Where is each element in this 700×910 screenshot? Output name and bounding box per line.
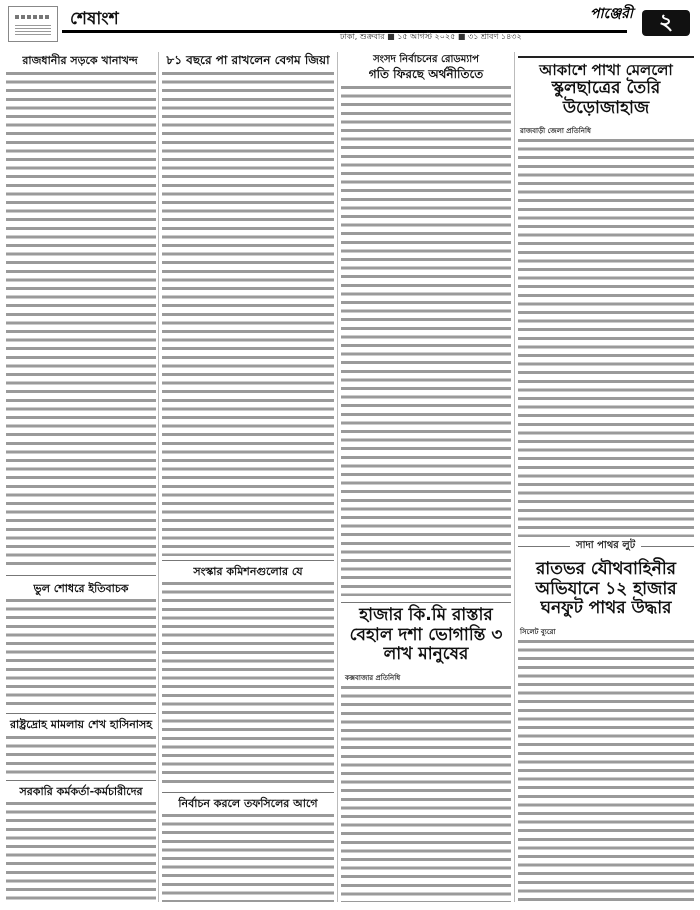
page-header — [0, 0, 700, 44]
divider — [341, 602, 511, 603]
article-byline: সিলেট ব্যুরো — [520, 628, 556, 636]
article-subheadline: গতি ফিরছে অর্থনীতিতে — [368, 67, 484, 81]
column-divider — [158, 52, 159, 902]
article-body — [6, 734, 156, 778]
headline-line: হাজার কি.মি রাস্তার — [359, 605, 493, 625]
article-headline: নির্বাচন করলে তফসিলের আগে — [178, 797, 318, 810]
divider — [162, 792, 334, 793]
article-headline: সংসদ নির্বাচনের রোডম্যাপ — [373, 54, 479, 65]
newspaper-logo: পাঞ্জেরী — [590, 6, 633, 22]
page-number: ২ — [642, 10, 690, 36]
article-byline: রাজবাড়ী জেলা প্রতিনিধি — [520, 127, 591, 135]
newspaper-icon — [8, 6, 58, 42]
article-body — [162, 70, 334, 556]
headline-line: বেহাল দশা ভোগান্তি ৩ — [349, 624, 503, 645]
article-body — [6, 800, 156, 902]
article-headline — [341, 606, 511, 665]
headline-line: রাতভর যৌথবাহিনীর — [535, 559, 677, 579]
article-body — [6, 597, 156, 709]
article-kicker: সাদা পাথর লুট — [570, 538, 641, 555]
article-body — [162, 812, 334, 902]
headline-line: উড়োজাহাজ — [562, 97, 650, 118]
article-headline: ৮১ বছরে পা রাখলেন বেগম জিয়া — [166, 53, 330, 67]
headline-line: লাখ মানুষের — [383, 644, 469, 665]
article-body — [518, 638, 694, 902]
article-byline: কক্সবাজার প্রতিনিধি — [345, 674, 401, 682]
article-headline: ভুল শোধরে ইতিবাচক — [33, 582, 129, 595]
article-body — [341, 684, 511, 902]
section-title: শেষাংশ — [70, 9, 119, 29]
article-body — [6, 70, 156, 570]
article-headline — [518, 62, 694, 118]
headline-line: ঘনফুট পাথর উদ্ধার — [540, 598, 672, 619]
divider — [6, 713, 156, 714]
divider — [6, 780, 156, 781]
article-headline — [518, 560, 694, 619]
column-divider — [337, 52, 338, 902]
article-body — [518, 137, 694, 537]
dateline: ঢাকা, শুক্রবার ■ ১৫ আগস্ট ২০২৫ ■ ৩১ শ্রাবণ ১৪৩২ — [340, 32, 522, 41]
headline-line: অভিযানে ১২ হাজার — [535, 578, 677, 599]
article-headline: রাষ্ট্রদ্রোহ মামলায় শেখ হাসিনাসহ — [9, 718, 153, 731]
divider — [6, 575, 156, 576]
headline-line: আকাশে পাখা মেললো — [539, 61, 673, 79]
divider — [518, 56, 694, 58]
article-body — [341, 84, 511, 596]
article-headline: সংস্কার কমিশনগুলোর যে — [193, 565, 303, 578]
article-body — [162, 580, 334, 788]
column-divider — [514, 52, 515, 902]
divider — [162, 560, 334, 561]
article-headline: সরকারি কর্মকর্তা-কর্মচারীদের — [19, 785, 143, 798]
article-headline: রাজধানীর সড়কে খানাখন্দ — [22, 54, 138, 67]
headline-line: স্কুলছাত্রের তৈরি — [551, 78, 661, 99]
